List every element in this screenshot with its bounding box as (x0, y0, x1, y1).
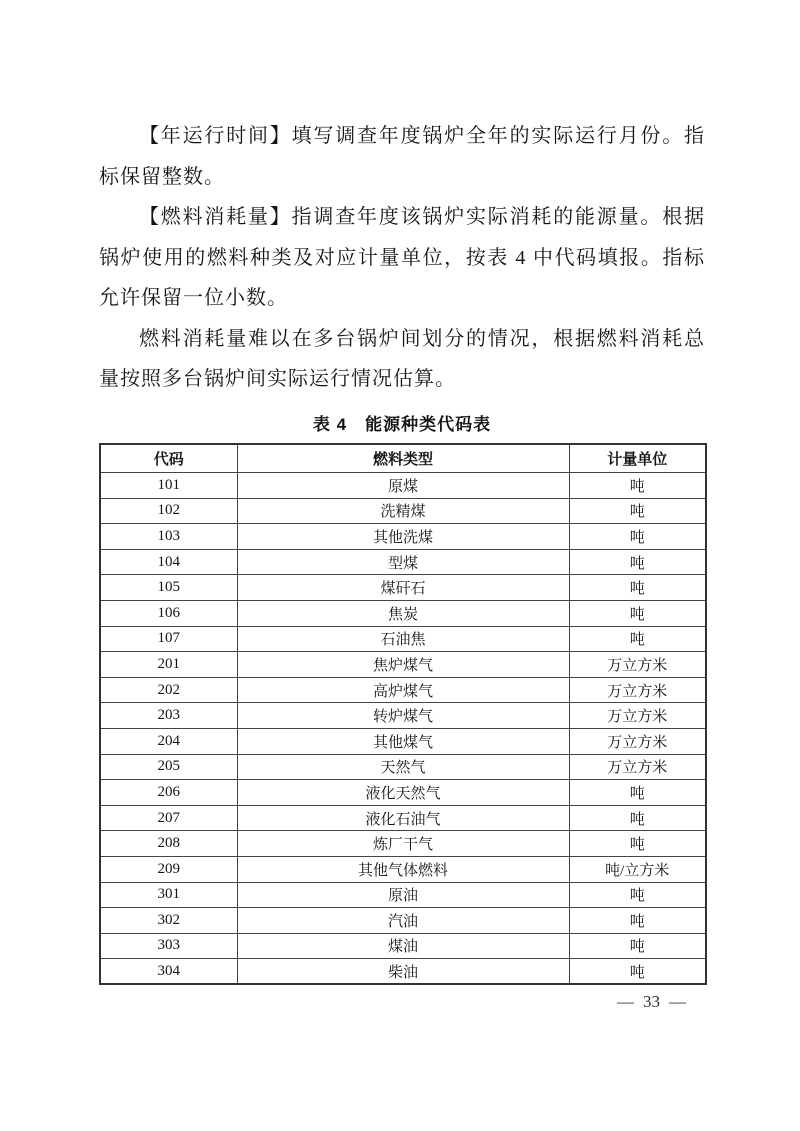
table-cell: 103 (100, 524, 237, 550)
table-row (100, 754, 706, 780)
table-row (100, 473, 706, 499)
table-cell: 304 (100, 959, 237, 985)
table-cell: 高炉煤气 (237, 677, 569, 703)
table-cell: 型煤 (237, 549, 569, 575)
table-cell: 万立方米 (569, 754, 706, 780)
table-cell: 吨 (569, 498, 706, 524)
page-number-dash-left: — (617, 992, 634, 1012)
table-cell: 吨 (569, 575, 706, 601)
table-cell: 焦炭 (237, 600, 569, 626)
table-row (100, 652, 706, 678)
table-cell: 石油焦 (237, 626, 569, 652)
table-row (100, 549, 706, 575)
table-cell: 208 (100, 831, 237, 857)
table-cell: 101 (100, 473, 237, 499)
table-cell: 其他煤气 (237, 728, 569, 754)
table-cell: 205 (100, 754, 237, 780)
table-cell: 吨 (569, 908, 706, 934)
table-cell: 吨 (569, 959, 706, 985)
table-cell: 其他洗煤 (237, 524, 569, 550)
table-cell: 柴油 (237, 959, 569, 985)
table-cell: 吨 (569, 626, 706, 652)
paragraph-fuel-consumption: 【燃料消耗量】指调查年度该锅炉实际消耗的能源量。根据锅炉使用的燃料种类及对应计量单位，按表 4 中代码填报。指标允许保留一位小数。 (99, 206, 705, 309)
table-cell: 201 (100, 652, 237, 678)
table-row (100, 959, 706, 985)
table-row (100, 882, 706, 908)
page-number-value: 33 (643, 992, 660, 1012)
table-cell: 204 (100, 728, 237, 754)
table-cell: 其他气体燃料 (237, 856, 569, 882)
table-cell: 吨 (569, 882, 706, 908)
table-row (100, 831, 706, 857)
table-cell: 万立方米 (569, 677, 706, 703)
page-content (99, 116, 705, 1012)
table-row (100, 677, 706, 703)
table-cell: 吨 (569, 600, 706, 626)
table-cell: 202 (100, 677, 237, 703)
table-cell: 万立方米 (569, 652, 706, 678)
page-number (99, 992, 705, 1012)
paragraph-estimation-note: 燃料消耗量难以在多台锅炉间划分的情况，根据燃料消耗总量按照多台锅炉间实际运行情况估算。 (99, 327, 705, 390)
table-cell: 302 (100, 908, 237, 934)
table-row (100, 575, 706, 601)
table-title: 表 4 能源种类代码表 (312, 414, 492, 434)
table-cell: 吨 (569, 780, 706, 806)
table-cell: 吨 (569, 933, 706, 959)
table-cell: 106 (100, 600, 237, 626)
table-cell: 105 (100, 575, 237, 601)
table-cell: 原油 (237, 882, 569, 908)
table-row (100, 728, 706, 754)
table-cell: 吨 (569, 473, 706, 499)
table-row (100, 498, 706, 524)
table-cell: 原煤 (237, 473, 569, 499)
header-code: 代码 (100, 444, 237, 473)
table-row (100, 626, 706, 652)
table-cell: 汽油 (237, 908, 569, 934)
table-cell: 303 (100, 933, 237, 959)
table-cell: 吨 (569, 831, 706, 857)
table-cell: 洗精煤 (237, 498, 569, 524)
table-cell: 万立方米 (569, 703, 706, 729)
table-cell: 煤矸石 (237, 575, 569, 601)
table-cell: 吨 (569, 805, 706, 831)
table-cell: 转炉煤气 (237, 703, 569, 729)
table-row (100, 524, 706, 550)
table-cell: 203 (100, 703, 237, 729)
table-row (100, 780, 706, 806)
table-cell: 吨/立方米 (569, 856, 706, 882)
table-row (100, 600, 706, 626)
table-row (100, 908, 706, 934)
table-cell: 万立方米 (569, 728, 706, 754)
table-cell: 301 (100, 882, 237, 908)
header-unit: 计量单位 (569, 444, 706, 473)
table-cell: 吨 (569, 524, 706, 550)
table-row (100, 856, 706, 882)
paragraph-annual-runtime: 【年运行时间】填写调查年度锅炉全年的实际运行月份。指标保留整数。 (99, 125, 705, 188)
table-cell: 102 (100, 498, 237, 524)
table-cell: 液化石油气 (237, 805, 569, 831)
table-cell: 107 (100, 626, 237, 652)
table-cell: 207 (100, 805, 237, 831)
table-cell: 液化天然气 (237, 780, 569, 806)
table-row (100, 805, 706, 831)
table-cell: 206 (100, 780, 237, 806)
page-number-dash-right: — (669, 992, 686, 1012)
table-row (100, 703, 706, 729)
table-header-row (100, 444, 706, 473)
table-cell: 104 (100, 549, 237, 575)
energy-code-table (99, 443, 707, 986)
table-cell: 焦炉煤气 (237, 652, 569, 678)
table-cell: 炼厂干气 (237, 831, 569, 857)
table-cell: 209 (100, 856, 237, 882)
table-cell: 煤油 (237, 933, 569, 959)
header-fuel-type: 燃料类型 (237, 444, 569, 473)
table-cell: 天然气 (237, 754, 569, 780)
table-cell: 吨 (569, 549, 706, 575)
table-row (100, 933, 706, 959)
table-body (100, 473, 706, 985)
